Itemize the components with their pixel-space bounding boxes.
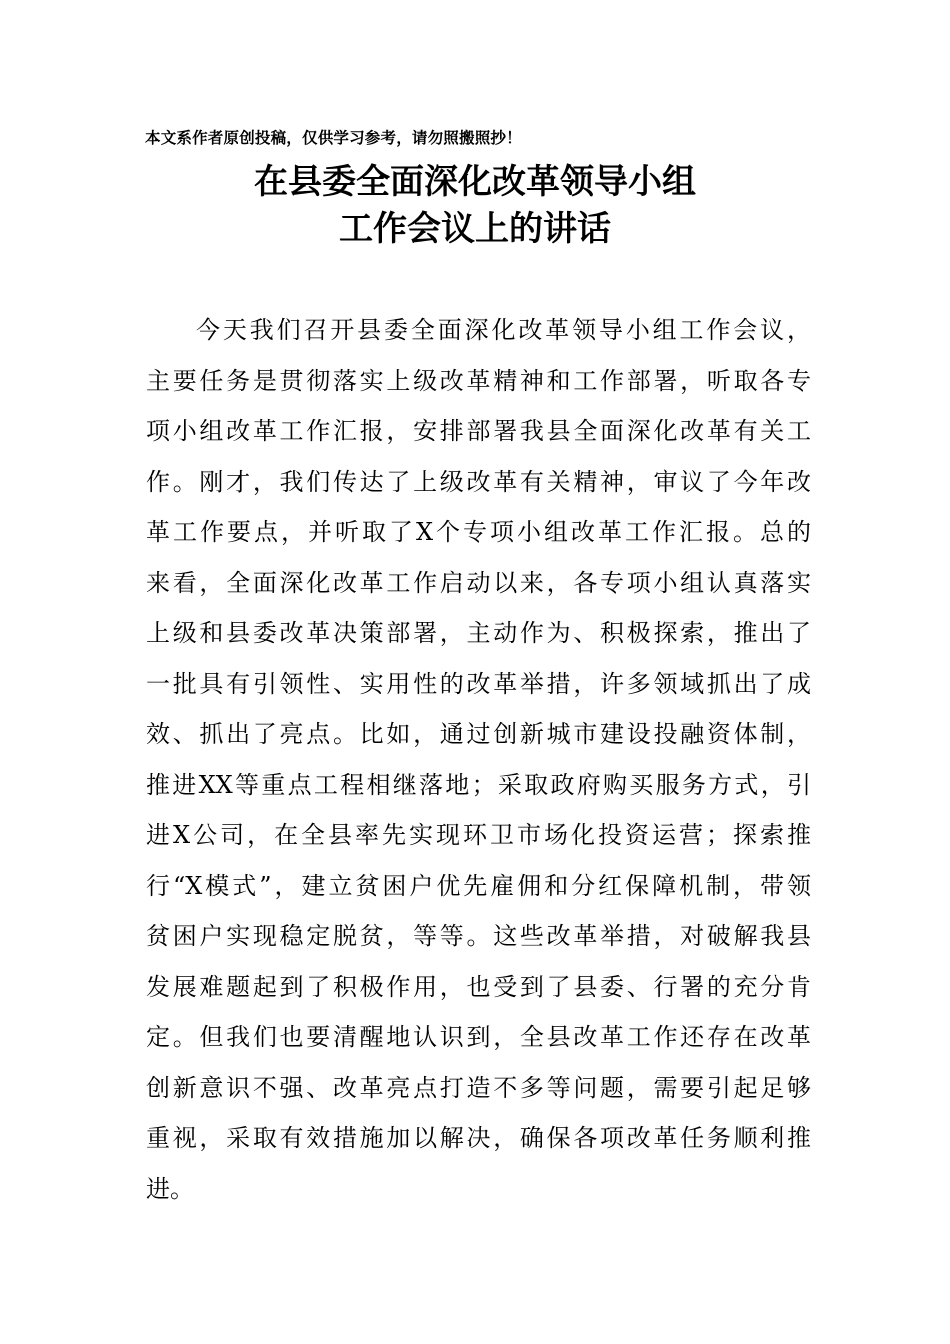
speech-body xyxy=(146,305,811,1214)
body-line: 作。刚才，我们传达了上级改革有关精神，审议了今年改 xyxy=(146,467,811,496)
document-title-line-2: 工作会议上的讲话 xyxy=(339,209,611,249)
body-line: 项小组改革工作汇报，安排部署我县全面深化改革有关工 xyxy=(146,417,811,445)
body-line: 定。但我们也要清醒地认识到，全县改革工作还存在改革 xyxy=(146,1023,811,1051)
body-line: 今天我们召开县委全面深化改革领导小组工作会议， xyxy=(196,316,811,344)
body-line: 行“X模式”，建立贫困户优先雇佣和分红保障机制，带领 xyxy=(146,871,811,900)
body-line: 主要任务是贯彻落实上级改革精神和工作部署，听取各专 xyxy=(146,366,811,395)
body-line: 创新意识不强、改革亮点打造不多等问题，需要引起足够 xyxy=(146,1073,811,1102)
body-line: 推进XX等重点工程相继落地；采取政府购买服务方式，引 xyxy=(146,770,811,799)
body-line: 重视，采取有效措施加以解决，确保各项改革任务顺利推 xyxy=(146,1124,811,1152)
body-line: 发展难题起到了积极作用，也受到了县委、行署的充分肯 xyxy=(146,972,811,1001)
disclaimer-note: 本文系作者原创投稿，仅供学习参考，请勿照搬照抄！ xyxy=(145,128,522,147)
body-line: 上级和县委改革决策部署，主动作为、积极探索，推出了 xyxy=(146,619,811,647)
body-line: 进X公司，在全县率先实现环卫市场化投资运营；探索推 xyxy=(146,821,811,849)
body-line: 来看，全面深化改革工作启动以来，各专项小组认真落实 xyxy=(146,568,811,597)
body-line: 革工作要点，并听取了X个专项小组改革工作汇报。总的 xyxy=(146,518,811,546)
body-line: 效、抓出了亮点。比如，通过创新城市建设投融资体制， xyxy=(146,720,811,748)
body-line: 一批具有引领性、实用性的改革举措，许多领域抓出了成 xyxy=(146,669,811,698)
body-line: 贫困户实现稳定脱贫，等等。这些改革举措，对破解我县 xyxy=(146,922,811,950)
document-title-line-1: 在县委全面深化改革领导小组 xyxy=(254,162,696,202)
body-line: 进。 xyxy=(146,1174,194,1203)
